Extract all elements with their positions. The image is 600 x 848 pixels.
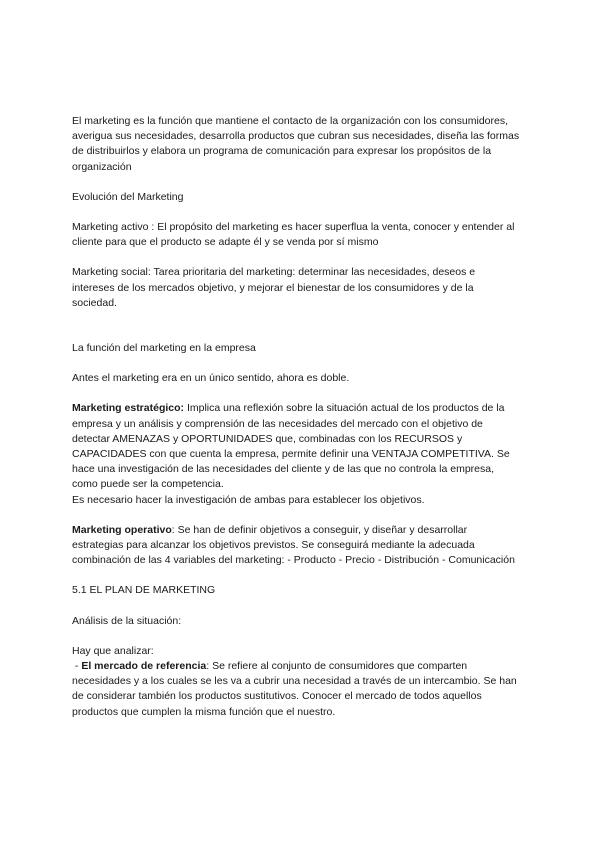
reference-market-text: : Se refiere al conjunto de consumidores que comparten necesidades y a los cuales se les va a cubrir una necesidad a través de un intercambio. Se han de considerar también los productos sustitutivos. Conocer el mercado de todos aquellos productos que cumplen la misma función que el nuestro. — [72, 660, 517, 718]
strategic-followup: Es necesario hacer la investigación de ambas para establecer los objetivos. — [72, 493, 425, 506]
operative-label: Marketing operativo — [72, 523, 172, 536]
social-marketing-paragraph: Marketing social: Tarea prioritaria del marketing: determinar las necesidades, deseos e intereses de los mercados objetivo, y mejorar el bienestar de los consumidores y de la sociedad. — [72, 266, 476, 309]
operative-marketing-paragraph — [72, 523, 520, 569]
before-paragraph: Antes el marketing era en un único sentido, ahora es doble. — [72, 372, 350, 385]
function-heading: La función del marketing en la empresa — [72, 342, 256, 355]
active-marketing-paragraph: Marketing activo : El propósito del marketing es hacer superflua la venta, conocer y entender al cliente para que el producto se adapte él y se venda por sí mismo — [72, 221, 515, 249]
list-dash: - — [72, 660, 82, 673]
strategic-text: Implica una reflexión sobre la situación actual de los productos de la empresa y un análisis y comprensión de las necesidades del mercado con el objetivo de detectar AMENAZAS y OPORTUNIDADES que, combinadas con los RECURSOS y CAPACIDADES con que cuenta la empresa, permite definir una VENTAJA COMPETITIVA. Se hace una investigación de las necesidades del cliente y de las que no controla la empresa, como puede ser la competencia. — [72, 402, 510, 491]
operative-text: : Se han de definir objetivos a conseguir, y diseñar y desarrollar estrategias para alcanzar los objetivos previstos. Se conseguirá mediante la adecuada combinación de las 4 variables del marketing: - Producto - Precio - Distribución - Comunicación — [72, 523, 515, 567]
reference-market-label: El mercado de referencia — [81, 660, 207, 673]
strategic-marketing-paragraph — [72, 401, 520, 492]
evolution-heading: Evolución del Marketing — [72, 190, 184, 203]
strategic-label: Marketing estratégico: — [72, 402, 185, 415]
intro-paragraph: El marketing es la función que mantiene el contacto de la organización con los consumidores, averigua sus necesidades, desarrolla productos que cubran sus necesidades, diseña las formas de distribuirlos y elabora un programa de comunicación para expresar los propósitos de la organización — [72, 115, 520, 173]
plan-heading: 5.1 EL PLAN DE MARKETING — [72, 584, 216, 597]
reference-market-paragraph — [72, 659, 520, 720]
analyze-intro: Hay que analizar: — [72, 644, 154, 657]
analysis-heading: Análisis de la situación: — [72, 614, 182, 627]
